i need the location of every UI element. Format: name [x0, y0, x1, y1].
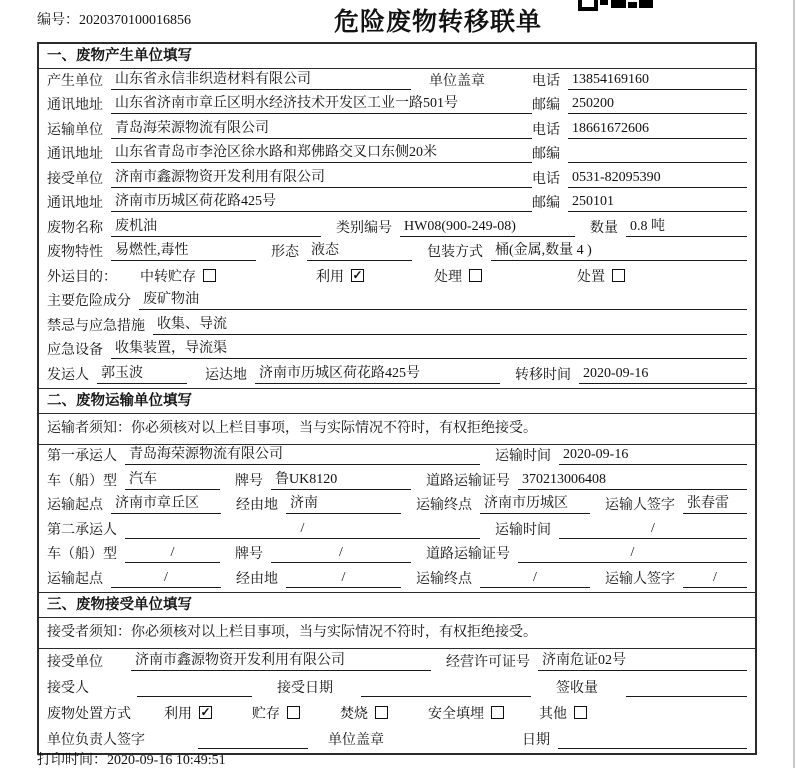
acceptor-value — [137, 695, 252, 697]
ttime-value: 2020-09-16 — [579, 366, 747, 384]
plate2-label: 牌号 — [235, 547, 263, 562]
disposal-option-incinerate — [340, 703, 388, 723]
purpose-option-dispose — [577, 266, 625, 286]
checkbox-label: 处理 — [434, 269, 462, 285]
adate-value — [361, 695, 531, 697]
checkbox-icon: ✓ — [352, 268, 363, 282]
origin2-value: / — [111, 570, 221, 588]
cat-value: HW08(900-249-08) — [400, 219, 575, 237]
disposal-label: 废物处置方式 — [47, 706, 131, 722]
amount-label: 签收量 — [556, 680, 598, 696]
wname-label: 废物名称 — [47, 220, 103, 236]
recv-value: 济南市鑫源物资开发利用有限公司 — [111, 166, 532, 188]
transporter-row — [39, 118, 755, 143]
producer-row — [39, 69, 755, 94]
purpose-row — [39, 265, 755, 290]
transfer-form-table — [37, 42, 757, 755]
waste-characteristics-row — [39, 241, 755, 266]
producer-left — [47, 68, 532, 90]
checkbox-icon — [287, 706, 300, 719]
checkbox-label: 中转贮存 — [140, 269, 196, 285]
zip1-label: 邮编 — [532, 98, 560, 113]
checkbox-label: 焚烧 — [340, 706, 368, 722]
origin1-value: 济南市章丘区 — [111, 492, 221, 514]
serial-label: 编号： — [37, 13, 79, 28]
equipment-row — [39, 339, 755, 364]
addr3-left — [47, 190, 532, 212]
recv3-value: 济南市鑫源物资开发利用有限公司 — [131, 649, 431, 671]
section-receiver — [39, 592, 755, 753]
disposal-option-storage — [252, 703, 300, 723]
qr-block — [639, 0, 653, 8]
seal-label: 单位盖章 — [429, 73, 485, 89]
via2-value: / — [286, 570, 401, 588]
checkbox-label: 处置 — [577, 269, 605, 285]
producer-value: 山东省永信非织造材料有限公司 — [111, 68, 411, 90]
producer-address-row — [39, 94, 755, 119]
checkbox-icon — [612, 269, 625, 282]
taboo-value: 收集、导流 — [153, 313, 747, 335]
sign1-label: 运输人签字 — [605, 498, 675, 513]
via2-label: 经由地 — [236, 571, 278, 587]
disposal-row — [39, 701, 755, 727]
carrier2-row — [39, 518, 755, 543]
qr-code-fragment — [578, 0, 654, 9]
carrier1-value: 青岛海荣源物流有限公司 — [125, 443, 480, 465]
recv3-label: 接受单位 — [47, 654, 103, 670]
section3-header: 三、废物接受单位填写 — [39, 593, 755, 618]
permit-value: 济南危证02号 — [538, 649, 747, 671]
plate1-label: 牌号 — [235, 473, 263, 489]
road1-value: 370213006408 — [518, 472, 747, 490]
dest-label: 运达地 — [205, 367, 247, 383]
trans-label: 运输单位 — [47, 122, 103, 138]
zip1-value: 250200 — [568, 96, 747, 114]
amount-value — [626, 695, 747, 697]
time2-value: / — [559, 521, 747, 539]
carrier1-label: 第一承运人 — [47, 449, 117, 464]
pack-value: 桶(金属,数量 4 ) — [491, 239, 747, 261]
time2-label: 运输时间 — [495, 522, 551, 538]
zip3-value: 250101 — [568, 194, 747, 212]
origin1-label: 运输起点 — [47, 498, 103, 513]
plate1-value: 鲁UK8120 — [271, 468, 411, 490]
receiver-notice: 接受者须知：你必须核对以上栏目事项，当与实际情况不符时，有权拒绝接受。 — [39, 618, 755, 649]
sign3-label: 单位负责人签字 — [47, 732, 145, 748]
section2-header: 二、废物运输单位填写 — [39, 389, 755, 414]
section-producer — [39, 44, 755, 388]
wname-value: 废机油 — [111, 215, 321, 237]
phone3-value: 0531-82095390 — [568, 170, 747, 188]
addr1-label: 通讯地址 — [47, 98, 103, 113]
adate-label: 接受日期 — [277, 680, 333, 696]
route1-row — [39, 494, 755, 519]
via1-value: 济南 — [286, 492, 401, 514]
hazard-row — [39, 290, 755, 315]
receiving-unit-row — [39, 649, 755, 675]
date3-value — [558, 747, 747, 749]
end1-label: 运输终点 — [416, 498, 472, 513]
shipper-value: 郭玉波 — [97, 362, 187, 384]
road2-label: 道路运输证号 — [426, 547, 510, 562]
vehicle1-row — [39, 469, 755, 494]
hazard-value: 废矿物油 — [139, 288, 747, 310]
origin2-label: 运输起点 — [47, 571, 103, 587]
plate2-value: / — [271, 545, 411, 563]
checkbox-label: 其他 — [539, 706, 567, 722]
vtype1-value: 汽车 — [125, 468, 220, 490]
checkbox-icon — [203, 269, 216, 282]
addr1-right — [532, 94, 747, 114]
serial-number-line — [37, 9, 191, 29]
cat-label: 类别编号 — [336, 220, 392, 236]
via1-label: 经由地 — [236, 498, 278, 513]
checkbox-label: 贮存 — [252, 706, 280, 722]
phone2-value: 18661672606 — [568, 121, 747, 139]
qty-label: 数量 — [590, 220, 618, 236]
qr-block — [628, 2, 637, 8]
sign2-value: / — [683, 570, 747, 588]
checkbox-label: 利用 — [164, 706, 192, 722]
shipper-label: 发运人 — [47, 367, 89, 383]
disposal-option-other — [539, 703, 587, 723]
receiver-row — [39, 167, 755, 192]
addr2-label: 通讯地址 — [47, 147, 103, 162]
date3-label: 日期 — [522, 732, 550, 748]
addr1-left — [47, 92, 532, 114]
qr-block — [600, 0, 608, 5]
disposal-option-use — [164, 703, 212, 723]
sign2-label: 运输人签字 — [605, 571, 675, 587]
zip3-label: 邮编 — [532, 196, 560, 211]
purpose-option-use — [316, 266, 364, 286]
equip-label: 应急设备 — [47, 343, 103, 358]
checkbox-icon — [574, 706, 587, 719]
taboo-row — [39, 314, 755, 339]
serial-value: 2020370100016856 — [79, 13, 191, 28]
addr2-right — [532, 143, 747, 163]
vtype2-value: / — [125, 545, 220, 563]
receiver-address-row — [39, 192, 755, 217]
section1-header: 一、废物产生单位填写 — [39, 44, 755, 69]
form-value: 液态 — [307, 239, 412, 261]
transporter-address-row — [39, 143, 755, 168]
purpose-label: 外运目的： — [47, 269, 117, 285]
form-label: 形态 — [271, 245, 299, 260]
zip2-label: 邮编 — [532, 147, 560, 162]
phone1-label: 电话 — [532, 73, 560, 89]
hazard-label: 主要危险成分 — [47, 294, 131, 309]
time1-label: 运输时间 — [495, 449, 551, 464]
shipper-row — [39, 363, 755, 388]
permit-label: 经营许可证号 — [446, 654, 530, 670]
dest-value: 济南市历城区荷花路425号 — [255, 362, 500, 384]
phone2-label: 电话 — [532, 122, 560, 138]
section-transporter — [39, 388, 755, 592]
addr3-label: 通讯地址 — [47, 196, 103, 211]
recv-label: 接受单位 — [47, 171, 103, 187]
ttime-label: 转移时间 — [515, 367, 571, 383]
producer-label: 产生单位 — [47, 73, 103, 89]
carrier2-label: 第二承运人 — [47, 522, 117, 538]
taboo-label: 禁忌与应急措施 — [47, 318, 145, 334]
checkbox-label: 利用 — [316, 269, 344, 285]
checkbox-icon — [491, 706, 504, 719]
checkbox-icon — [469, 269, 482, 282]
print-time-label: 打印时间： — [37, 753, 107, 768]
waste-name-row — [39, 216, 755, 241]
page-title: 危险废物转移联单 — [334, 9, 543, 36]
addr2-value: 山东省青岛市李沧区徐水路和郑佛路交叉口东侧20米 — [111, 141, 532, 163]
zip2-value — [568, 161, 747, 163]
print-time-line — [37, 749, 226, 769]
addr1-value: 山东省济南市章丘区明水经济技术开发区工业一路501号 — [111, 92, 532, 114]
vtype2-label: 车（船）型 — [47, 547, 117, 562]
recv-right — [532, 168, 747, 188]
trans-right — [532, 119, 747, 139]
addr3-right — [532, 192, 747, 212]
addr2-left — [47, 141, 532, 163]
end2-value: / — [480, 570, 590, 588]
acceptor-label: 接受人 — [47, 680, 89, 696]
checkbox-icon: ✓ — [200, 705, 211, 719]
phone3-label: 电话 — [532, 171, 560, 187]
vtype1-label: 车（船）型 — [47, 473, 117, 489]
route2-row — [39, 567, 755, 592]
road1-label: 道路运输证号 — [426, 473, 510, 489]
seal3-label: 单位盖章 — [328, 732, 384, 748]
trans-value: 青岛海荣源物流有限公司 — [111, 117, 532, 139]
char-label: 废物特性 — [47, 245, 103, 260]
qr-block — [611, 0, 626, 8]
qr-finder-icon — [578, 0, 598, 11]
end1-value: 济南市历城区 — [480, 492, 590, 514]
carrier2-value: / — [125, 521, 480, 539]
carrier1-row — [39, 445, 755, 470]
recv-left — [47, 166, 532, 188]
equip-value: 收集装置，导流渠 — [111, 337, 747, 359]
phone1-value: 13854169160 — [568, 72, 747, 90]
char-value: 易燃性,毒性 — [111, 239, 256, 261]
sign1-value: 张春雷 — [683, 492, 747, 514]
end2-label: 运输终点 — [416, 571, 472, 587]
purpose-option-treat — [434, 266, 482, 286]
purpose-option-storage — [140, 266, 216, 286]
trans-left — [47, 117, 532, 139]
addr3-value: 济南市历城区荷花路425号 — [111, 190, 532, 212]
transporter-notice: 运输者须知：你必须核对以上栏目事项，当与实际情况不符时，有权拒绝接受。 — [39, 414, 755, 445]
checkbox-label: 安全填埋 — [428, 706, 484, 722]
pack-label: 包装方式 — [427, 245, 483, 260]
acceptor-row — [39, 675, 755, 701]
print-time-value: 2020-09-16 10:49:51 — [107, 753, 226, 768]
checkbox-icon — [375, 706, 388, 719]
producer-right — [532, 70, 747, 90]
vehicle2-row — [39, 543, 755, 568]
time1-value: 2020-09-16 — [559, 447, 747, 465]
road2-value: / — [518, 545, 747, 563]
qty-value: 0.8 吨 — [626, 215, 747, 237]
disposal-option-landfill — [428, 703, 504, 723]
page-edge — [793, 0, 795, 768]
